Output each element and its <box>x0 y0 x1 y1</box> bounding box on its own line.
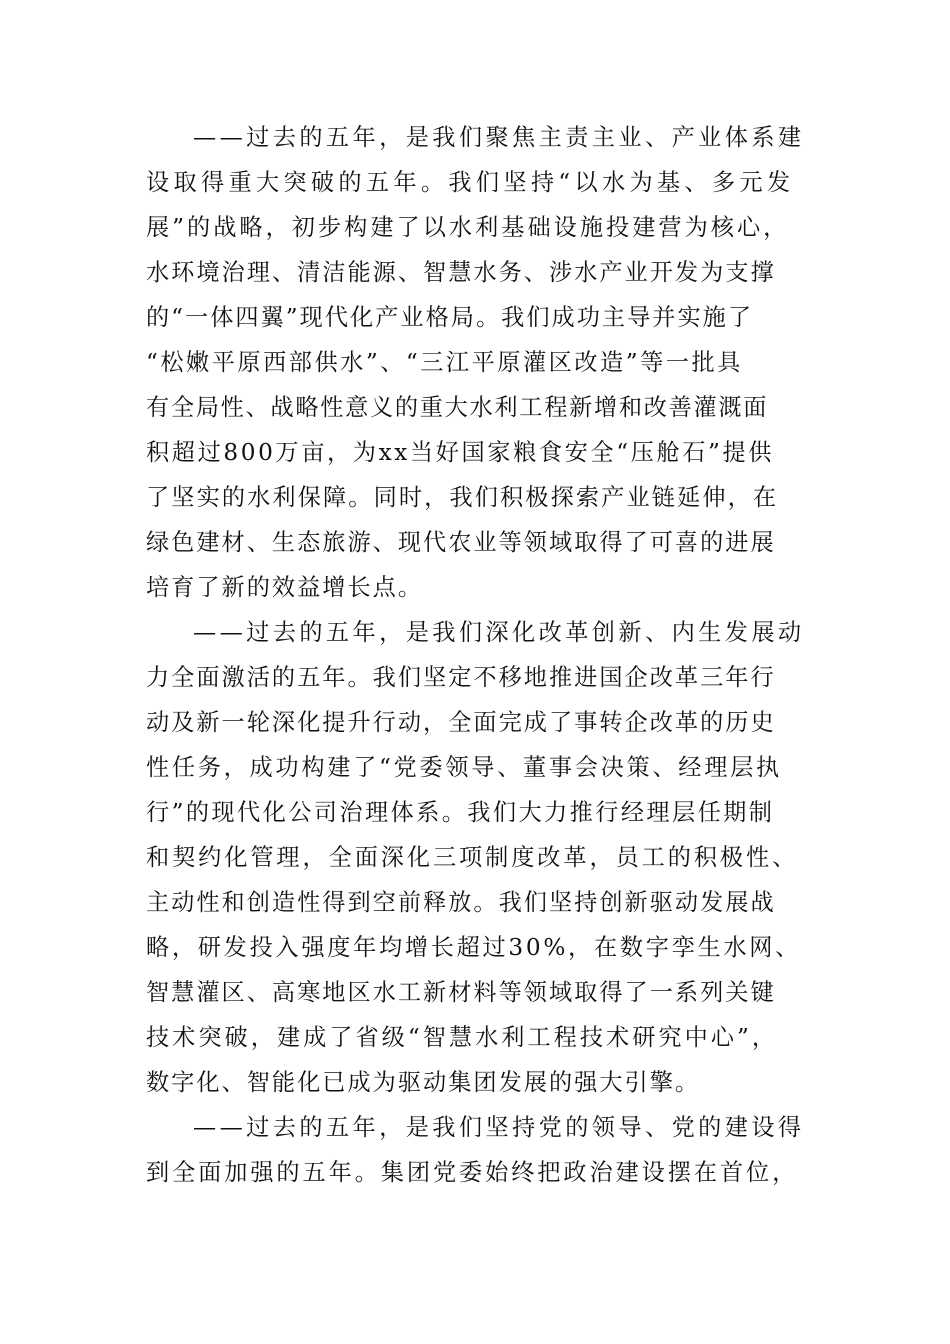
text-line-12: ——过去的五年，是我们深化改革创新、内生发展动 <box>193 619 805 646</box>
text-line-16: 行”的现代化公司治理体系。我们大力推行经理层任期制 <box>146 799 775 826</box>
text-line-23: ——过去的五年，是我们坚持党的领导、党的建设得 <box>193 1114 805 1141</box>
text-line-2: 设取得重大突破的五年。我们坚持“以水为基、多元发 <box>146 169 795 196</box>
text-line-19: 略，研发投入强度年均增长超过30%，在数字孪生水网、 <box>146 934 802 961</box>
text-line-20: 智慧灌区、高寒地区水工新材料等领域取得了一系列关键 <box>146 979 776 1006</box>
text-line-1: ——过去的五年，是我们聚焦主责主业、产业体系建 <box>193 124 805 151</box>
text-line-22: 数字化、智能化已成为驱动集团发展的强大引擎。 <box>146 1069 701 1096</box>
text-line-4: 水环境治理、清洁能源、智慧水务、涉水产业开发为支撑 <box>146 259 776 286</box>
text-line-15: 性任务，成功构建了“党委领导、董事会决策、经理层执 <box>146 754 782 781</box>
text-line-17: 和契约化管理，全面深化三项制度改革，员工的积极性、 <box>146 844 799 871</box>
text-line-9: 了坚实的水利保障。同时，我们积极探索产业链延伸，在 <box>146 484 779 511</box>
text-line-18: 主动性和创造性得到空前释放。我们坚持创新驱动发展战 <box>146 889 776 916</box>
text-line-24: 到全面加强的五年。集团党委始终把政治建设摆在首位， <box>146 1159 799 1186</box>
text-line-5: 的“一体四翼”现代化产业格局。我们成功主导并实施了 <box>146 304 754 331</box>
text-line-21: 技术突破，建成了省级“智慧水利工程技术研究中心”， <box>146 1024 779 1051</box>
text-line-7: 有全局性、战略性意义的重大水利工程新增和改善灌溉面 <box>146 394 769 421</box>
text-line-14: 动及新一轮深化提升行动，全面完成了事转企改革的历史 <box>146 709 776 736</box>
text-line-11: 培育了新的效益增长点。 <box>146 574 424 601</box>
text-line-8: 积超过800万亩，为xx当好国家粮食安全“压舱石”提供 <box>146 439 775 466</box>
text-line-3: 展”的战略，初步构建了以水利基础设施投建营为核心， <box>146 214 790 241</box>
text-line-10: 绿色建材、生态旅游、现代农业等领域取得了可喜的进展 <box>146 529 776 556</box>
text-line-6: “松嫩平原西部供水”、“三江平原灌区改造”等一批具 <box>146 349 743 376</box>
text-line-13: 力全面激活的五年。我们坚定不移地推进国企改革三年行 <box>146 664 776 691</box>
